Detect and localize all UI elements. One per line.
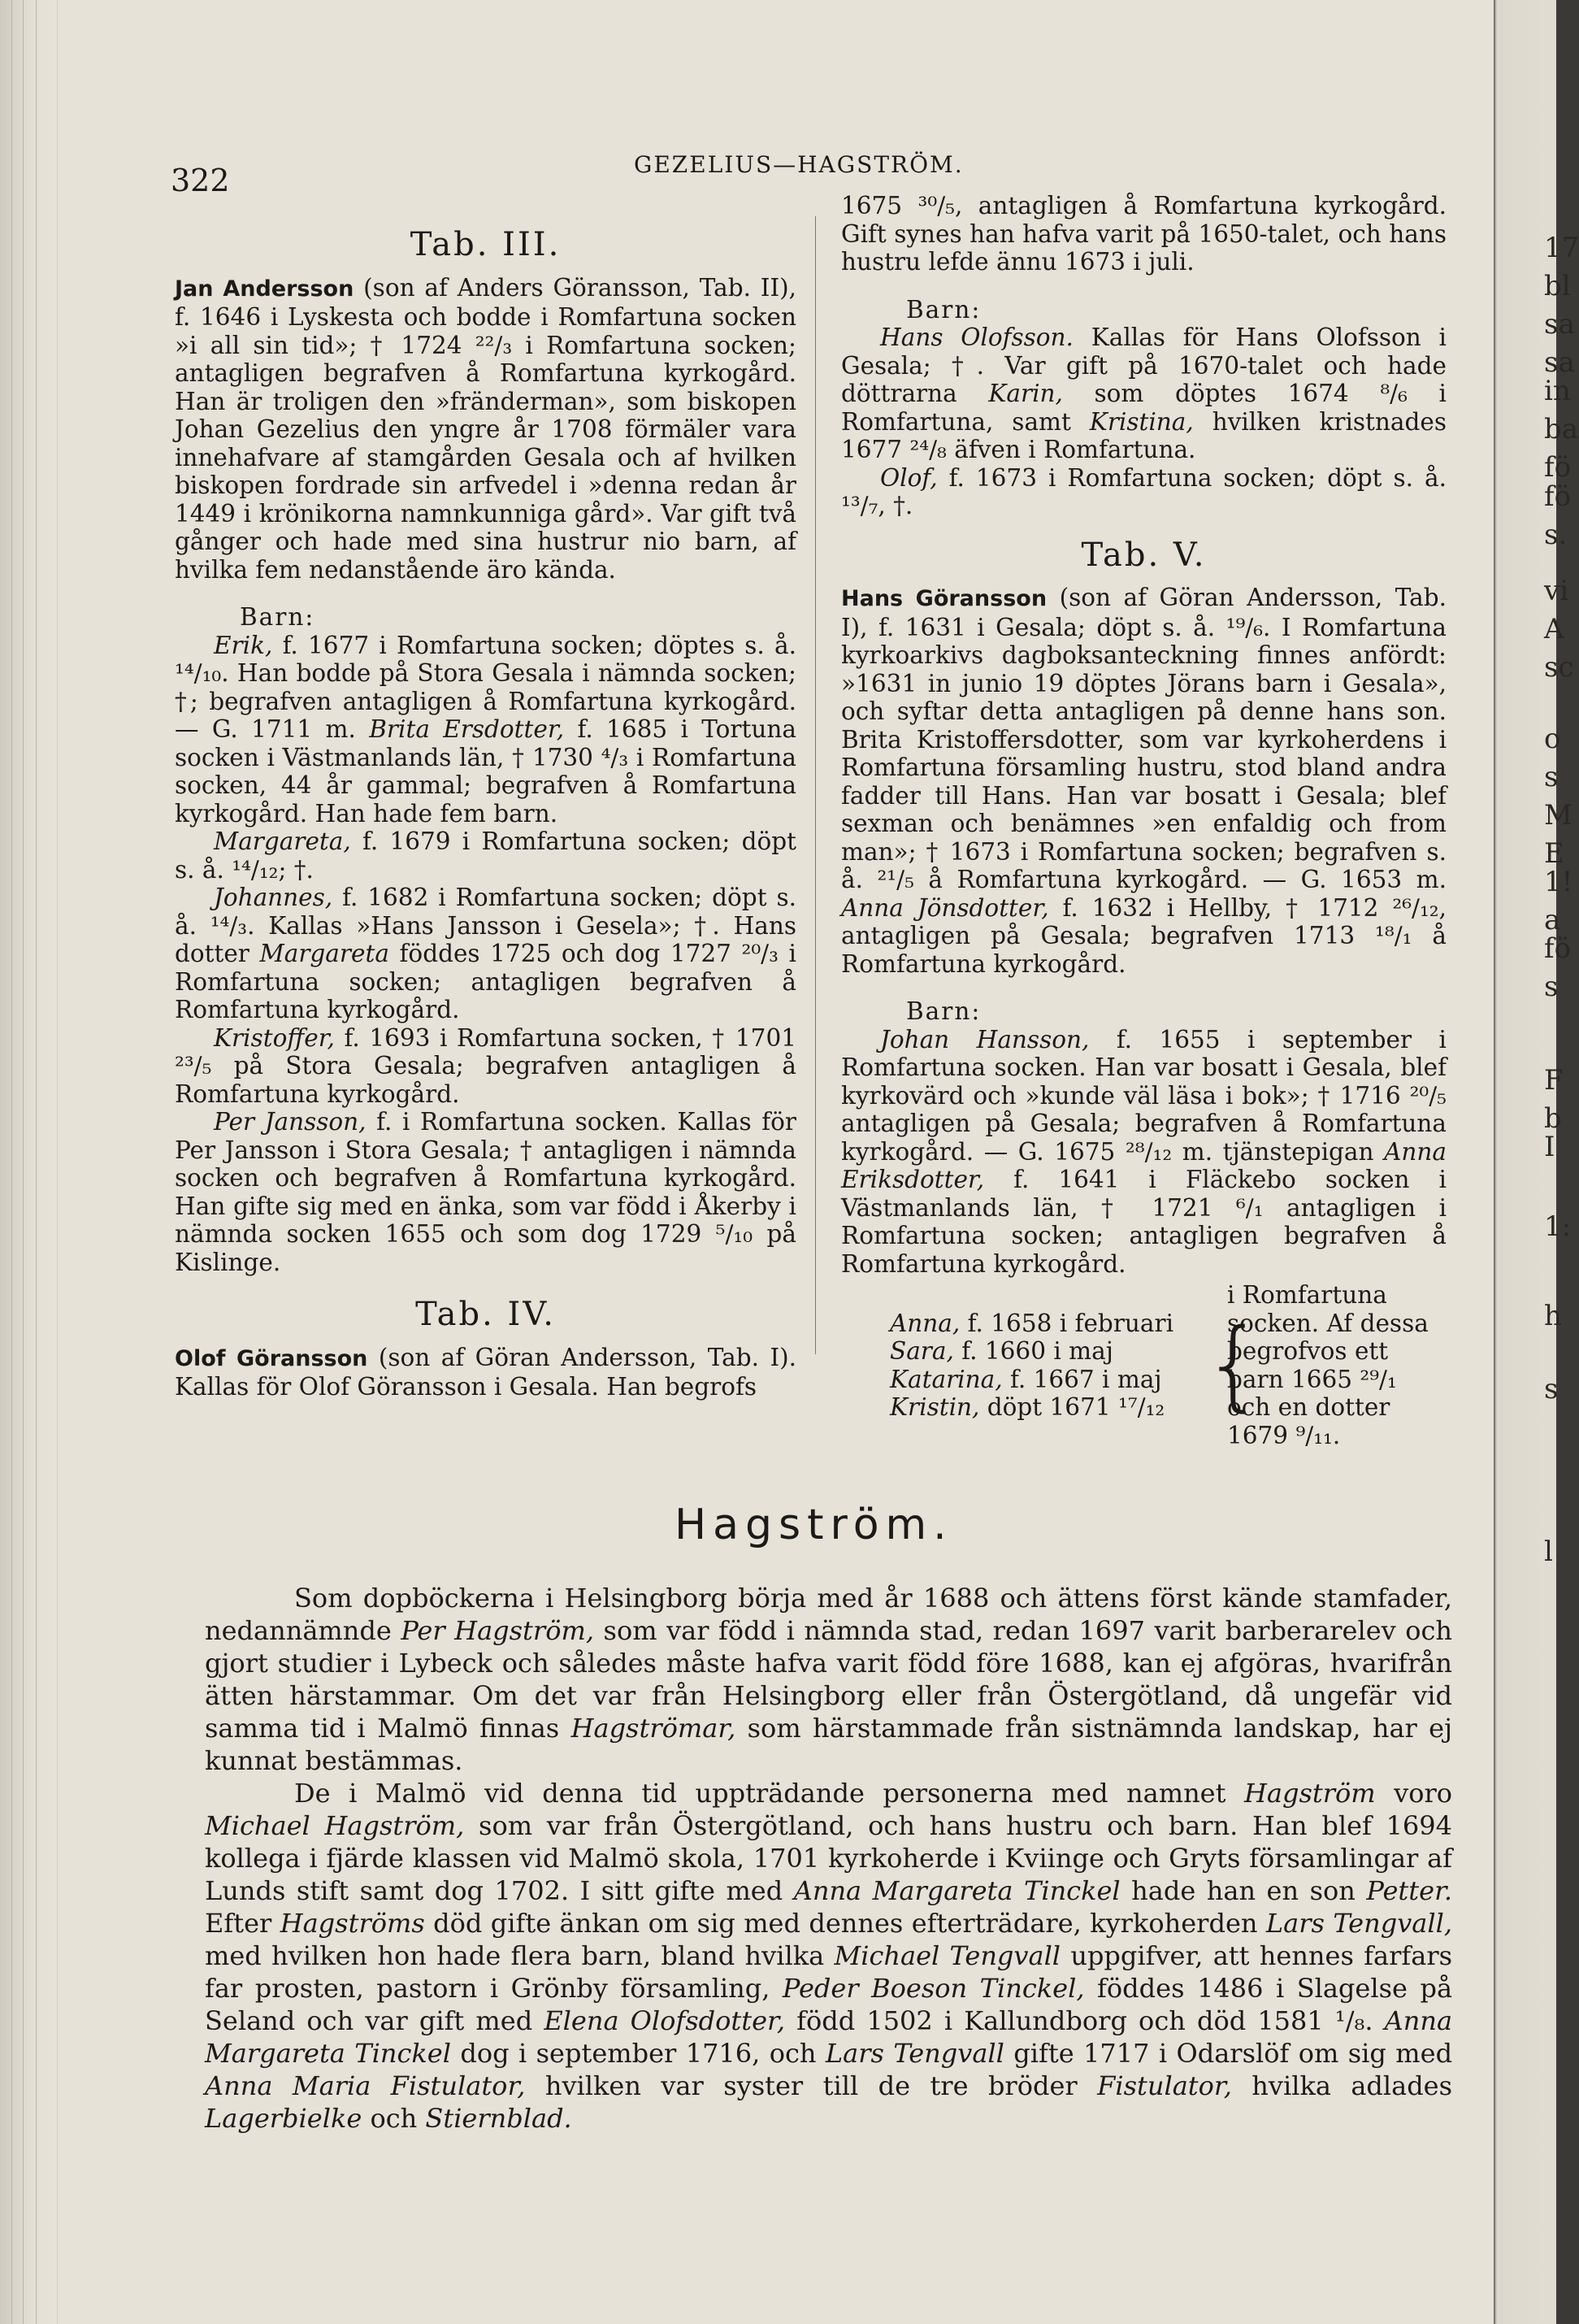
italic-name: Katarina, <box>890 1365 1003 1393</box>
list-item <box>890 1366 1203 1394</box>
italic-name: Lars Tengvall <box>825 2038 1004 2069</box>
italic-name: Johan Hansson, <box>880 1025 1090 1053</box>
page-fragment: s <box>1544 971 1559 1003</box>
page-fragment: s <box>1544 761 1559 793</box>
page-fragment: in <box>1544 375 1571 407</box>
tab5-heading: Tab. V. <box>1081 536 1207 574</box>
italic-name: Anna, <box>890 1309 961 1337</box>
italic-name: Brita Ersdotter, <box>369 715 565 743</box>
text-run: f. 1632 i Hellby, † 1712 ²⁶/₁₂, antagligen på Gesala; begrafven 1713 ¹⁸/₁ å Romfartuna kyrkogård. <box>841 893 1447 978</box>
text-run: De i Malmö vid denna tid uppträdande personerna med namnet <box>294 1778 1226 1809</box>
italic-name: Stiernblad. <box>425 2103 572 2134</box>
tab5-paragraph <box>841 584 1447 978</box>
text-run: (son af Anders Göransson, Tab. II), f. 1646 i Lyskesta och bodde i Romfartuna socken »i all sin tid»; † 1724 ²²/₃ i Romfartuna socken; antagligen begrafven å Romfartuna kyrkogård. Han är troligen den »fränderman», som biskopen Johan Gezelius den yngre år 1708 förmäler vara innehafvare af stamgården Gesala och af hvilken biskopen fordrade sin arfvedel i »denna redan år 1449 i krönikorna namnkunniga gård». Var gift två gånger och hade med sina hustrur nio barn, af hvilka fem nedanstående äro kända. <box>175 273 796 584</box>
text-run: f. 1693 i Romfartuna socken, † 1701 ²³/₅ på Stora Gesala; begrafven antagligen å Romfartuna kyrkogård. <box>175 1023 796 1108</box>
text-run: Kallas för Hans Olofsson i Gesala; †. Var gift på 1670-talet och hade döttrarna <box>841 324 1447 407</box>
italic-name: Petter. <box>1366 1875 1453 1906</box>
page-fragment: sa <box>1544 308 1575 341</box>
italic-name: Hagströms <box>280 1908 425 1939</box>
page-fragment: sc <box>1544 651 1574 684</box>
person-name: Hans Göransson <box>841 586 1048 611</box>
text-run: hvilka adlades <box>1251 2070 1453 2101</box>
child-entry <box>175 828 796 884</box>
page-fragment: I <box>1544 1131 1555 1163</box>
page-fragment: fö <box>1544 480 1572 513</box>
page-fragment: E <box>1544 837 1564 870</box>
text-run: som var född i nämnda stad, redan 1697 varit barberarelev och gjort studier i Lybeck och således måste hafva varit född före 1688, kan ej afgöras, hvarifrån ätten härstammar. Om det var från Helsingborg eller från Östergötland, då ungefär vid samma tid i Malmö finnas <box>205 1615 1453 1744</box>
italic-name: Michael Hagström, <box>205 1810 465 1841</box>
text-run: föddes 1725 och dog 1727 ²⁰/₃ i Romfartuna socken; antagligen begrafven å Romfartuna kyrkogård. <box>175 940 796 1023</box>
italic-name: Kristin, <box>890 1393 980 1421</box>
page-fragment: a <box>1544 904 1561 936</box>
text-run: (son af Göran Andersson, Tab. I), f. 1631 i Gesala; döpt s. å. ¹⁹/₆. I Romfartuna kyrkoarkivs dagboksanteckning finnes anfördt: »1631 in junio 19 döptes Jörans barn i Gesala», och syftar detta antagligen på denne hans son. Brita Kristoffersdotter, som var kyrkoherdens i Romfartuna församling hustru, stod bland andra fadder till Hans. Han var bosatt i Gesala; blef sexman och benämnes »en enfaldig och from man»; † 1673 i Romfartuna socken; begrafven s. å. ²¹/₅ å Romfartuna kyrkogård. — G. 1653 m. <box>841 584 1447 893</box>
children-label: Barn: <box>906 997 982 1025</box>
paragraph <box>205 1582 1452 1777</box>
children-label: Barn: <box>906 295 982 324</box>
page-fragment: l <box>1544 1536 1553 1568</box>
person-name: Jan Andersson <box>175 276 354 302</box>
italic-name: Anna Eriksdotter, <box>841 1137 1447 1193</box>
italic-name: Peder Boeson Tinckel, <box>782 1973 1085 2004</box>
daughters-list <box>841 1310 1203 1422</box>
list-item <box>890 1310 1203 1338</box>
italic-name: Lars Tengvall, <box>1265 1908 1453 1939</box>
italic-name: Hagström <box>1243 1778 1376 1809</box>
right-column <box>841 192 1447 1449</box>
italic-name: Lagerbielke <box>205 2103 362 2134</box>
page-fragment: F <box>1544 1064 1564 1097</box>
tab3-heading: Tab. III. <box>410 226 562 263</box>
page-fragment: bl <box>1544 270 1571 302</box>
page-fragment: 17 <box>1544 232 1579 264</box>
page-fragment: o <box>1544 723 1561 755</box>
text-run: f. 1658 i februari <box>967 1309 1174 1337</box>
page-fragment: sa <box>1544 346 1575 379</box>
text-run: f. i Romfartuna socken. Kallas för Per Jansson i Stora Gesala; † antagligen i nämnda socken och begrafven å Romfartuna kyrkogård. Han gifte sig med en änka, som var född i Åkerby i nämnda socken 1655 och som dog 1729 ⁵/₁₀ på Kislinge. <box>175 1108 796 1276</box>
italic-name: Anna Margareta Tinckel <box>793 1875 1121 1906</box>
text-run: Efter <box>205 1908 272 1939</box>
text-run: uppgifver, att hennes farfars far prosten, pastorn i Grönby församling, <box>205 1940 1453 2004</box>
page-fragment: 1: <box>1544 1210 1572 1243</box>
page-fragment: M <box>1544 799 1572 832</box>
italic-name: Elena Olofsdotter, <box>544 2005 786 2036</box>
binding-edge <box>0 0 58 2324</box>
next-page-edge <box>1494 0 1579 2324</box>
text-run: dog i september 1716, och <box>460 2038 817 2069</box>
page-fragment: s <box>1544 1373 1559 1405</box>
child-entry <box>175 1024 796 1109</box>
text-run: (son af Göran Andersson, Tab. I). Kallas för Olof Göransson i Gesala. Han begrofs <box>175 1343 796 1401</box>
italic-name: Hans Olofsson. <box>880 324 1074 351</box>
child-entry <box>841 324 1447 464</box>
text-run: död gifte änkan om sig med dennes efterträdare, kyrkoherden <box>433 1908 1258 1939</box>
page-fragment: h <box>1544 1300 1562 1332</box>
left-column <box>175 219 796 1401</box>
page-fragment: A <box>1544 613 1564 645</box>
text-run: gifte 1717 i Odarslöf om sig med <box>1013 2038 1453 2069</box>
child-entry <box>175 632 796 828</box>
italic-name: Karin, <box>988 380 1063 407</box>
italic-name: Anna Jönsdotter, <box>841 893 1049 922</box>
hagstrom-body <box>205 1582 1452 2135</box>
daughters-note: i Romfartuna socken. Af dessa begrofvos ett barn 1665 ²⁹/₁ och en dotter 1679 ⁹/₁₁. <box>1227 1281 1429 1449</box>
text-run: f. 1660 i maj <box>961 1337 1113 1365</box>
tab4-continuation: 1675 ³⁰/₅, antagligen å Romfartuna kyrkogård. Gift synes han hafva varit på 1650-talet, och hans hustru lefde ännu 1673 i juli. <box>841 192 1447 276</box>
text-run: f. 1641 i Fläckebo socken i Västmanlands län, † 1721 ⁶/₁ antagligen i Romfartuna socken; antagligen begrafven å Romfartuna kyrkogård. <box>841 1166 1447 1278</box>
list-item <box>890 1337 1203 1366</box>
page-fragment: vi <box>1544 575 1569 607</box>
text-run: med hvilken hon hade flera barn, bland hvilka <box>205 1940 825 1971</box>
children-label: Barn: <box>240 603 315 631</box>
person-name: Olof Göransson <box>175 1345 368 1371</box>
column-divider <box>815 216 816 1354</box>
running-head: GEZELIUS—HAGSTRÖM. <box>634 151 964 178</box>
italic-name: Kristina, <box>1089 407 1194 436</box>
text-run: f. 1677 i Romfartuna socken; döptes s. å. ¹⁴/₁₀. Han bodde på Stora Gesala i nämnda socken; †; begrafven antagligen å Romfartuna kyrkogård. — G. 1711 m. <box>175 631 796 743</box>
text-run: f. 1679 i Romfartuna socken; döpt s. å. ¹⁴/₁₂; †. <box>175 828 796 884</box>
text-run: voro <box>1394 1778 1453 1809</box>
italic-name: Michael Tengvall <box>834 1940 1061 1971</box>
page-fragment: s. <box>1544 519 1568 551</box>
text-run: föddes 1486 i Slagelse på Seland och var gift med <box>205 1973 1453 2036</box>
text-run: som härstammade från sistnämnda landskap, har ej kunnat bestämmas. <box>205 1713 1453 1776</box>
tab4-paragraph <box>175 1344 796 1401</box>
text-run: hvilken kristnades 1677 ²⁴/₈ äfven i Romfartuna. <box>841 407 1447 463</box>
italic-name: Sara, <box>890 1337 954 1365</box>
text-run: som var från Östergötland, och hans hustru och barn. Han blef 1694 kollega i fjärde klassen vid Malmö skola, 1701 kyrkoherde i Kviinge och Gryts församlingar af Lunds stift samt dog 1702. I sitt gifte med <box>205 1810 1453 1906</box>
page-fragment: ba <box>1544 413 1579 445</box>
child-entry <box>175 884 796 1024</box>
italic-name: Kristoffer, <box>214 1023 335 1052</box>
text-run: hvilken var syster till de tre bröder <box>544 2070 1078 2101</box>
text-run: f. 1655 i september i Romfartuna socken. Han var bosatt i Gesala, blef kyrkovärd och »kunde väl läsa i bok»; † 1716 ²⁰/₅ antagligen på Gesala; begrafven å Romfartuna kyrkogård. — G. 1675 ²⁸/₁₂ m. tjänstepigan <box>841 1025 1447 1166</box>
text-run: född 1502 i Kallundborg och död 1581 ¹/₈. <box>796 2005 1373 2036</box>
text-run: f. 1673 i Romfartuna socken; döpt s. å. ¹³/₇, †. <box>841 463 1447 519</box>
text-run: hade han en son <box>1131 1875 1356 1906</box>
italic-name: Olof, <box>880 463 938 492</box>
tab3-paragraph <box>175 274 796 584</box>
italic-name: Fistulator, <box>1097 2070 1232 2101</box>
page-fragment: b <box>1544 1102 1562 1135</box>
italic-name: Per Hagström, <box>401 1615 594 1646</box>
child-entry <box>841 464 1447 520</box>
page-fragment: fö <box>1544 451 1572 484</box>
italic-name: Anna Maria Fistulator, <box>205 2070 526 2101</box>
text-run: f. 1667 i maj <box>1009 1365 1162 1393</box>
paragraph <box>205 1777 1452 2135</box>
italic-name: Margareta <box>259 940 389 967</box>
italic-name: Anna Margareta Tinckel <box>205 2005 1453 2069</box>
tab4-heading: Tab. IV. <box>415 1296 556 1333</box>
daughters-group <box>841 1281 1447 1449</box>
page-number: 322 <box>171 163 230 198</box>
text-run: och <box>370 2103 418 2134</box>
italic-name: Erik, <box>214 631 273 659</box>
list-item <box>890 1393 1203 1422</box>
italic-name: Per Jansson, <box>214 1108 367 1136</box>
child-entry <box>175 1108 796 1276</box>
child-entry <box>841 1026 1447 1279</box>
page-fragment: fö <box>1544 932 1572 965</box>
brace-glyph: { <box>1203 1308 1265 1422</box>
section-title: Hagström. <box>675 1501 953 1549</box>
italic-name: Margareta, <box>214 828 351 855</box>
page-fragment: 1! <box>1544 866 1573 898</box>
text-run: Som dopböckerna i Helsingborg börja med år 1688 och ättens först kände stamfader, nedannämnde <box>205 1583 1452 1646</box>
text-run: som döptes 1674 ⁸/₆ i Romfartuna, samt <box>841 380 1447 436</box>
text-run: f. 1685 i Tortuna socken i Västmanlands län, † 1730 ⁴/₃ i Romfartuna socken, 44 år gammal; begrafven å Romfartuna kyrkogård. Han hade fem barn. <box>175 715 796 828</box>
text-run: döpt 1671 ¹⁷/₁₂ <box>987 1393 1165 1421</box>
text-run: f. 1682 i Romfartuna socken; döpt s. å. ¹⁴/₃. Kallas »Hans Jansson i Gesela»; †. Hans dotter <box>175 884 796 967</box>
italic-name: Johannes, <box>214 884 333 911</box>
italic-name: Hagströmar, <box>570 1713 736 1744</box>
